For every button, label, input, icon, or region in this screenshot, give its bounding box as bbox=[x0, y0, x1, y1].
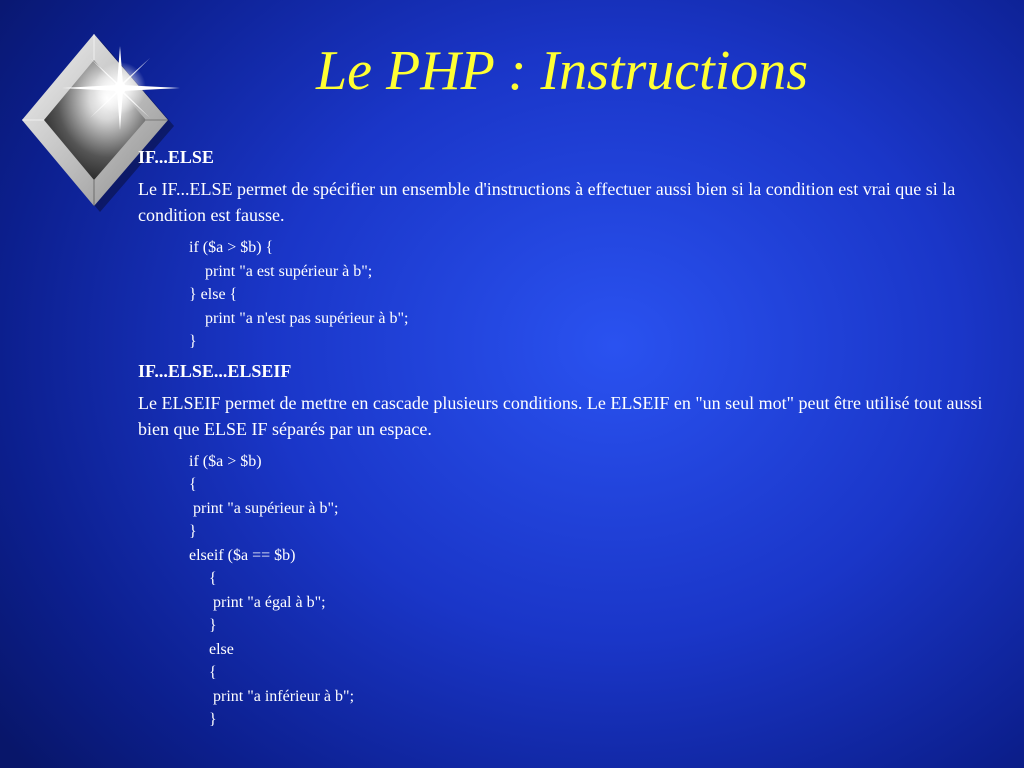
code-line: { bbox=[189, 570, 217, 587]
section-heading: IF...ELSE...ELSEIF bbox=[138, 360, 292, 381]
section-heading: IF...ELSE bbox=[138, 147, 214, 167]
code-line: print "a inférieur à b"; bbox=[189, 687, 355, 705]
code-line: if ($a > $b) { bbox=[189, 239, 274, 256]
code-line: } bbox=[189, 711, 217, 728]
code-line: elseif ($a == $b) bbox=[189, 546, 296, 564]
code-line: if ($a > $b) bbox=[189, 452, 262, 470]
code-block bbox=[189, 450, 998, 732]
slide-content bbox=[138, 144, 998, 732]
section-paragraph: Le IF...ELSE permet de spécifier un ensemble d'instructions à effectuer aussi bien si la condition est vrai que si la condition est fausse. bbox=[138, 179, 956, 225]
page-title: Le PHP : Instructions bbox=[316, 40, 809, 102]
code-line: else bbox=[189, 640, 234, 658]
code-line: } bbox=[189, 333, 197, 350]
code-line: { bbox=[189, 664, 217, 681]
code-line: } bbox=[189, 523, 197, 540]
code-line: } else { bbox=[189, 286, 238, 303]
section-if-else-elseif bbox=[138, 358, 998, 732]
code-line: print "a supérieur à b"; bbox=[189, 499, 339, 517]
code-line: print "a est supérieur à b"; bbox=[189, 262, 373, 280]
code-line: print "a n'est pas supérieur à b"; bbox=[189, 309, 409, 327]
code-line: { bbox=[189, 476, 197, 493]
code-line: } bbox=[189, 617, 217, 634]
section-paragraph: Le ELSEIF permet de mettre en cascade plusieurs conditions. Le ELSEIF en "un seul mot" peut être utilisé tout aussi bien que ELSE IF séparés par un espace. bbox=[138, 392, 983, 439]
code-line: print "a égal à b"; bbox=[189, 593, 326, 611]
section-if-else bbox=[138, 144, 998, 354]
code-block bbox=[189, 236, 998, 354]
